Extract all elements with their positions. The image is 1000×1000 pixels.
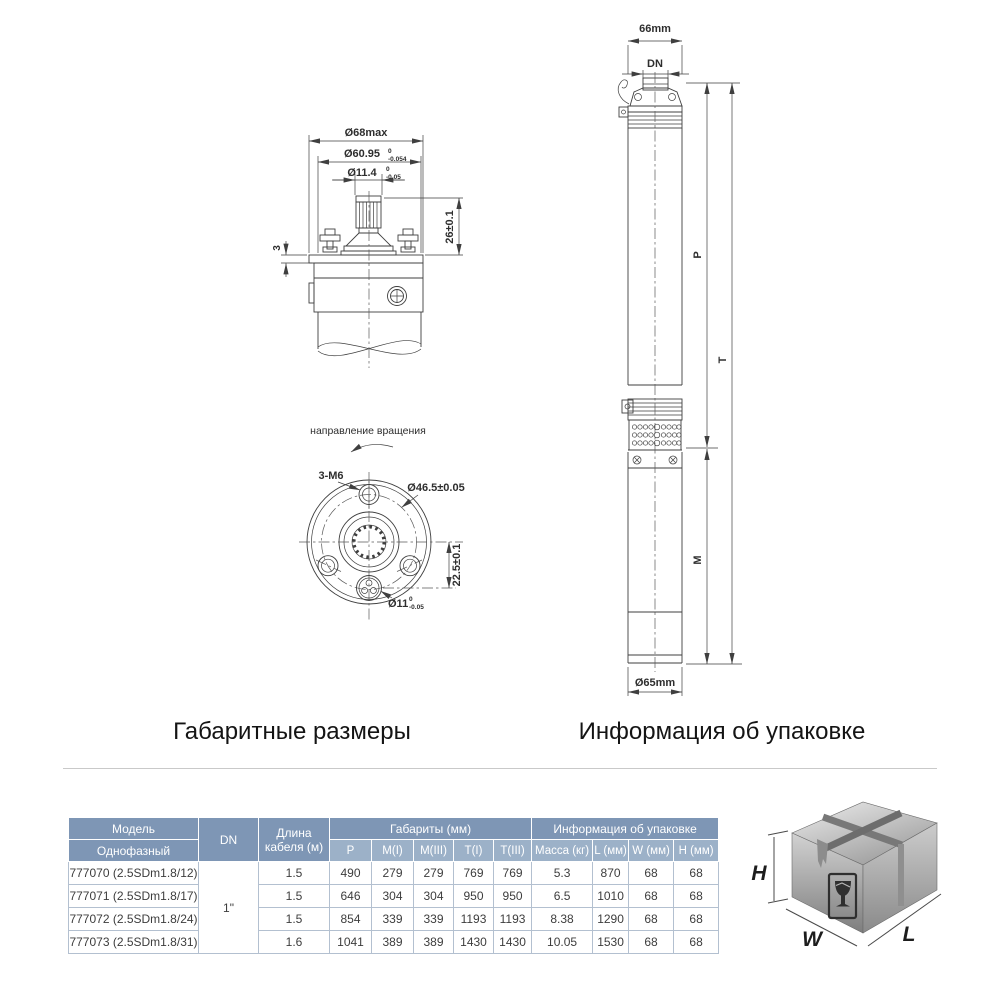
dim-d11-4-tol-upper: 0 [386,166,390,173]
cell-model: 777073 (2.5SDm1.8/31) [69,931,199,954]
header-model-phase: Однофазный [69,840,199,862]
cell-dn-value: 1" [199,862,259,954]
cell-mass: 6.5 [532,885,593,908]
cell-w: 68 [629,931,674,954]
dim-66-label: 66mm [639,23,671,35]
header-tiii: T(III) [494,840,532,862]
strainer-holes [632,424,681,446]
cell-tiii: 1430 [494,931,532,954]
cell-l: 1530 [593,931,629,954]
cell-cable: 1.5 [259,885,330,908]
cell-mi: 279 [372,862,414,885]
dim-22-5-label: 22.5±0.1 [451,543,463,587]
header-package-group: Информация об упаковке [532,818,719,840]
dimensions-section-title: Габаритные размеры [173,718,411,745]
cell-h: 68 [674,885,719,908]
cell-miii: 339 [414,908,454,931]
cell-w: 68 [629,862,674,885]
cell-model: 777072 (2.5SDm1.8/24) [69,908,199,931]
cell-h: 68 [674,908,719,931]
cell-cable: 1.5 [259,862,330,885]
header-h: H (мм) [674,840,719,862]
cell-ti: 950 [454,885,494,908]
cell-l: 870 [593,862,629,885]
dim-t-label: T [717,356,729,364]
header-miii: M(III) [414,840,454,862]
header-cable-length: Длина кабеля (м) [259,818,330,862]
cell-h: 68 [674,931,719,954]
cell-miii: 279 [414,862,454,885]
dim-d11-label: Ø11 [388,598,409,610]
cell-miii: 389 [414,931,454,954]
cell-miii: 304 [414,885,454,908]
cell-tiii: 950 [494,885,532,908]
cell-h: 68 [674,862,719,885]
package-section-title: Информация об упаковке [578,718,866,745]
header-row-groups [69,818,719,840]
cell-w: 68 [629,885,674,908]
cell-l: 1010 [593,885,629,908]
cable-hook [618,80,629,104]
cell-cable: 1.5 [259,908,330,931]
table-row [69,862,719,885]
header-l: L (мм) [593,840,629,862]
dim-d60-tol-lower: -0.054 [388,156,407,163]
header-ti: T(I) [454,840,494,862]
table-row [69,931,719,954]
label-3m6: 3-M6 [318,470,344,482]
cell-tiii: 769 [494,862,532,885]
cell-ti: 1193 [454,908,494,931]
header-mi: M(I) [372,840,414,862]
dim-d60-label: Ø60.95 [343,148,381,160]
table-row [69,885,719,908]
cell-mi: 389 [372,931,414,954]
cell-mass: 8.38 [532,908,593,931]
pump-body-outline [618,72,682,672]
dim-d11-4-tol-lower: -0.05 [386,174,401,181]
pump-side-view-drawing [618,23,742,696]
rotation-view-drawing [299,425,465,620]
cell-p: 854 [330,908,372,931]
cell-model: 777071 (2.5SDm1.8/17) [69,885,199,908]
dim-d68-label: Ø68max [344,127,388,139]
header-row-sub [69,840,719,862]
package-box-illustration [751,802,941,951]
cell-p: 1041 [330,931,372,954]
table-row [69,908,719,931]
cell-ti: 1430 [454,931,494,954]
header-dimensions-group: Габариты (мм) [330,818,532,840]
header-model: Модель [69,818,199,840]
cell-l: 1290 [593,908,629,931]
dim-dn-label: DN [647,58,663,70]
shaft-end-view-drawing [272,127,463,368]
header-dn: DN [199,818,259,862]
dim-3-label: 3 [272,245,283,251]
body-screw [388,287,407,306]
spec-table [68,817,719,954]
cell-cable: 1.6 [259,931,330,954]
dim-d11-tol-upper: 0 [409,596,413,603]
dim-d11-4-label: Ø11.4 [347,167,377,179]
header-mass: Масса (кг) [532,840,593,862]
dim-p-label: P [692,251,704,259]
box-l-label: L [902,923,916,946]
shaft-splines [341,196,396,255]
rotation-caption: направление вращения [310,425,426,437]
dim-d11-tol-lower: -0.05 [409,604,424,611]
cell-mi: 339 [372,908,414,931]
dim-d60-tol-upper: 0 [388,148,392,155]
header-w: W (мм) [629,840,674,862]
header-p: P [330,840,372,862]
cell-tiii: 1193 [494,908,532,931]
cell-p: 646 [330,885,372,908]
cell-mi: 304 [372,885,414,908]
section-divider [63,768,937,769]
rotation-arrow [351,444,393,452]
dim-d65-label: Ø65mm [634,677,676,689]
dim-d46-5-label: Ø46.5±0.05 [407,482,465,494]
cell-mass: 10.05 [532,931,593,954]
box-w-label: W [802,928,822,951]
cell-p: 490 [330,862,372,885]
dim-26-label: 26±0.1 [444,210,456,244]
cell-w: 68 [629,908,674,931]
box-h-label: H [751,862,767,885]
cell-mass: 5.3 [532,862,593,885]
cell-model: 777070 (2.5SDm1.8/12) [69,862,199,885]
cell-ti: 769 [454,862,494,885]
dim-m-label: M [692,555,704,565]
